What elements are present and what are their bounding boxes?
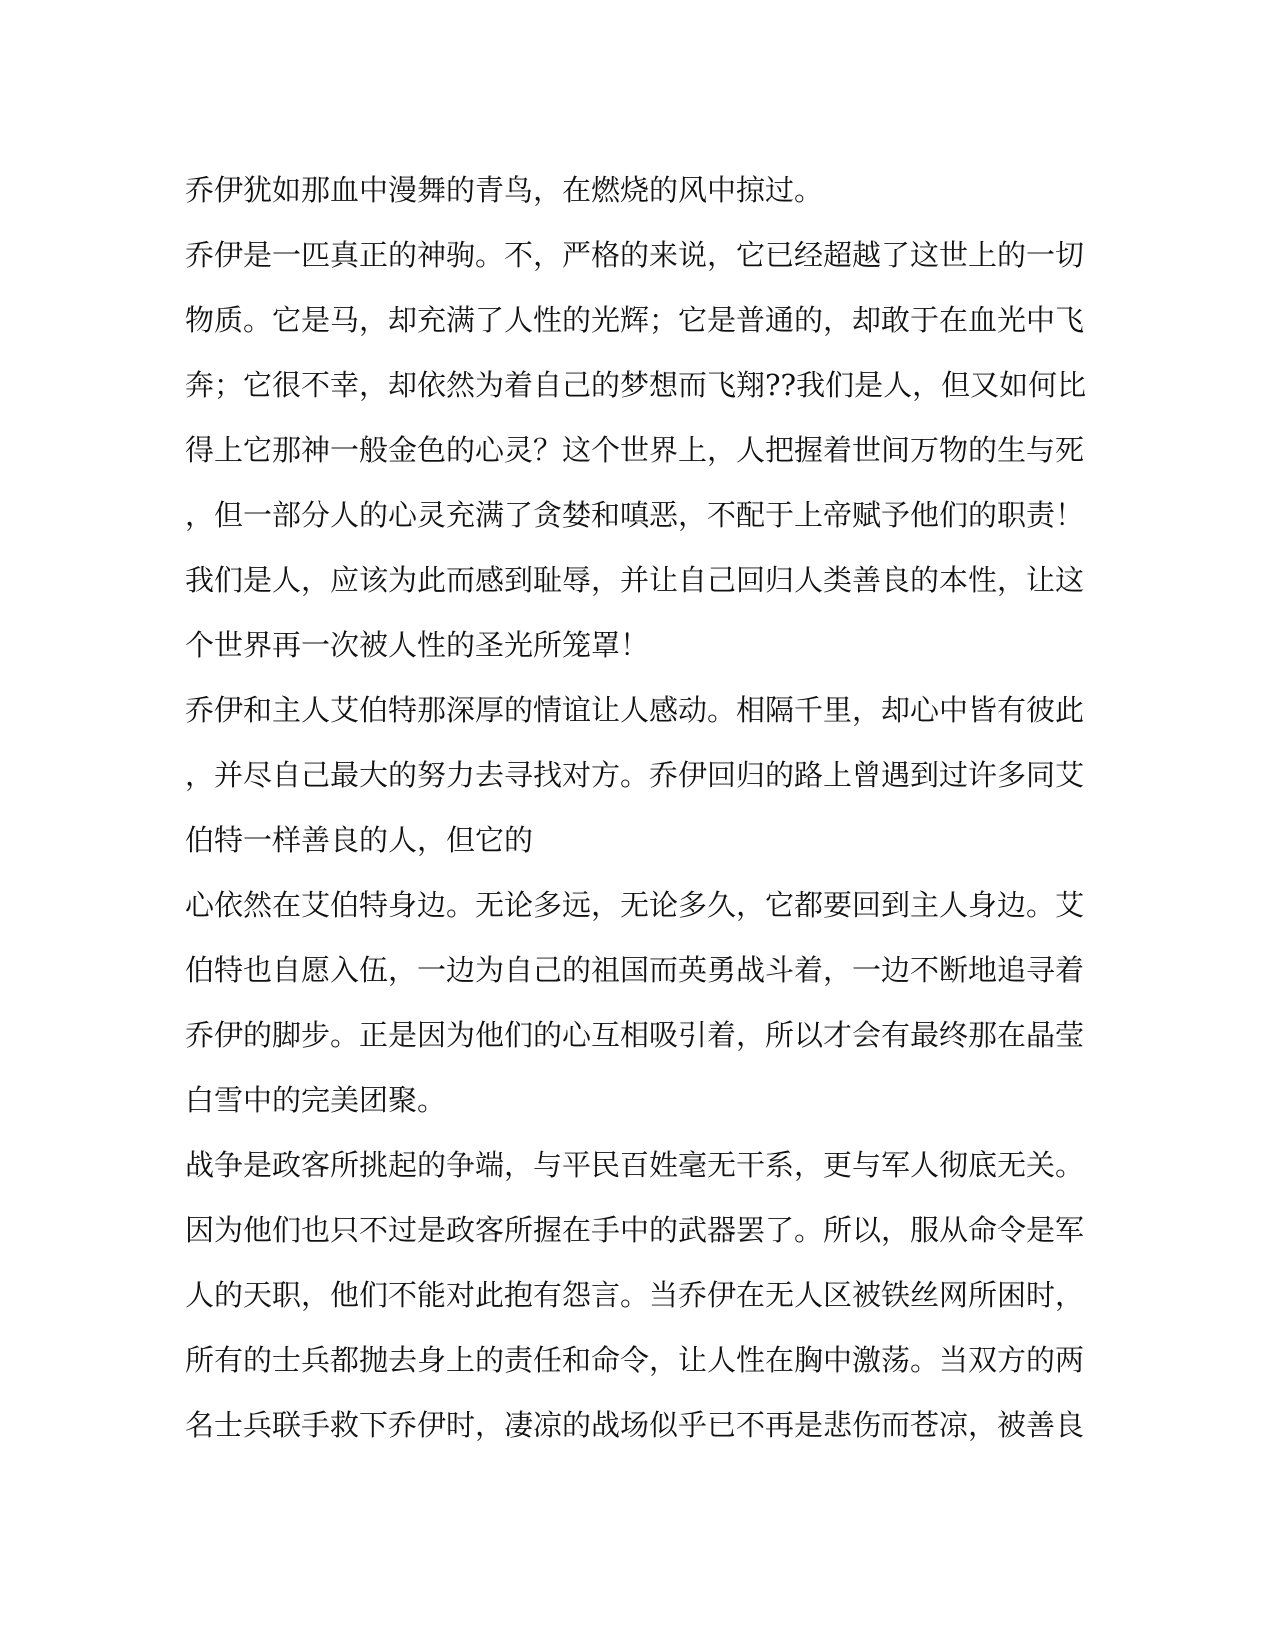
text-line: 个世界再一次被人性的圣光所笼罩！ — [185, 628, 650, 662]
text-line: 伯特一样善良的人，但它的 — [185, 823, 534, 857]
text-line: 乔伊是一匹真正的神驹。不，严格的来说，它已经超越了这世上的一切 — [185, 238, 1085, 272]
text-line: 所有的士兵都抛去身上的责任和命令，让人性在胸中激荡。当双方的两 — [185, 1343, 1085, 1377]
text-line: 人的天职，他们不能对此抱有怨言。当乔伊在无人区被铁丝网所困时， — [185, 1278, 1085, 1312]
text-line: 因为他们也只不过是政客所握在手中的武器罢了。所以，服从命令是军 — [185, 1213, 1085, 1247]
text-line: ，并尽自己最大的努力去寻找对方。乔伊回归的路上曾遇到过许多同艾 — [185, 758, 1085, 792]
text-line: 物质。它是马，却充满了人性的光辉；它是普通的，却敢于在血光中飞 — [185, 303, 1085, 337]
text-line: 我们是人，应该为此而感到耻辱，并让自己回归人类善良的本性，让这 — [185, 563, 1085, 597]
text-line: 名士兵联手救下乔伊时，凄凉的战场似乎已不再是悲伤而苍凉，被善良 — [185, 1408, 1085, 1442]
text-line: 白雪中的完美团聚。 — [185, 1083, 447, 1117]
text-line: 心依然在艾伯特身边。无论多远，无论多久，它都要回到主人身边。艾 — [185, 888, 1085, 922]
body-text — [185, 158, 1085, 1458]
text-line: 乔伊犹如那血中漫舞的青鸟，在燃烧的风中掠过。 — [185, 173, 824, 207]
text-line: 乔伊和主人艾伯特那深厚的情谊让人感动。相隔千里，却心中皆有彼此 — [185, 693, 1085, 727]
text-line: 奔；它很不幸，却依然为着自己的梦想而飞翔??我们是人，但又如何比 — [185, 368, 1087, 402]
text-line: 得上它那神一般金色的心灵？这个世界上，人把握着世间万物的生与死 — [185, 433, 1085, 467]
text-line: ，但一部分人的心灵充满了贪婪和嗔恶，不配于上帝赋予他们的职责！ — [185, 498, 1085, 532]
text-line: 伯特也自愿入伍，一边为自己的祖国而英勇战斗着，一边不断地追寻着 — [185, 953, 1085, 987]
text-line: 战争是政客所挑起的争端，与平民百姓毫无干系，更与军人彻底无关。 — [185, 1148, 1085, 1182]
text-line: 乔伊的脚步。正是因为他们的心互相吸引着，所以才会有最终那在晶莹 — [185, 1018, 1085, 1052]
